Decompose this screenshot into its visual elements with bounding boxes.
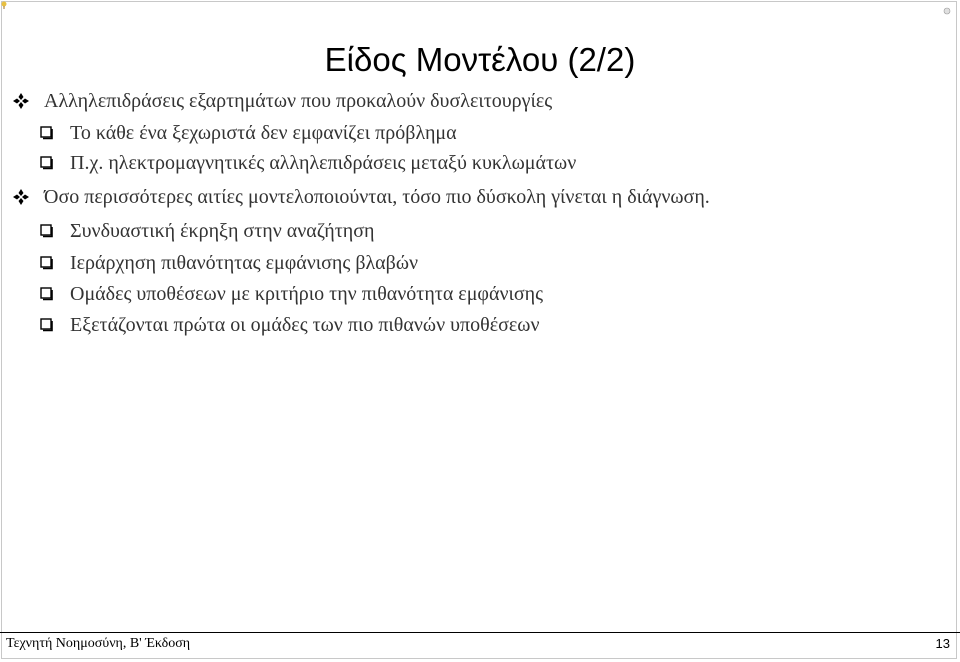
corner-marker-icon [0,0,10,10]
diamond-bullet-icon [12,188,30,206]
bullet-text: Π.χ. ηλεκτρομαγνητικές αλληλεπιδράσεις μεταξύ κυκλωμάτων [70,151,577,174]
square-bullet-icon [40,224,54,238]
bullet-item [12,182,710,212]
slide-title-text: Είδος Μοντέλου (2/2) [324,41,636,78]
bullet-text: Εξετάζονται πρώτα οι ομάδες των πιο πιθανών υποθέσεων [70,313,540,336]
square-bullet-icon [40,287,54,301]
square-bullet-icon [40,256,54,270]
bullet-item [40,118,457,148]
bullet-text: Το κάθε ένα ξεχωριστά δεν εμφανίζει πρόβλημα [70,121,457,144]
square-bullet-icon [40,126,54,140]
footer-book-title: Τεχνητή Νοημοσύνη, B' Έκδοση [6,636,191,651]
bullet-item [40,279,543,309]
square-bullet-icon [40,318,54,332]
bullet-text: Ιεράρχηση πιθανότητας εμφάνισης βλαβών [70,251,419,274]
bullet-item [40,148,576,178]
bullet-text: Ομάδες υποθέσεων με κριτήριο την πιθανότητα εμφάνισης [70,282,544,305]
slide-title [0,40,960,80]
corner-marker-icon [942,6,952,16]
diamond-bullet-icon [12,92,30,110]
page-number: 13 [935,636,950,651]
bullet-text: Συνδυαστική έκρηξη στην αναζήτηση [70,219,375,242]
bullet-item [40,310,539,340]
footer-divider [0,632,960,633]
bullet-item [40,216,374,246]
square-bullet-icon [40,156,54,170]
bullet-item [12,86,552,116]
bullet-text: Όσο περισσότερες αιτίες μοντελοποιούνται, τόσο πιο δύσκολη γίνεται η διάγνωση. [44,185,710,208]
bullet-item [40,248,418,278]
bullet-text: Αλληλεπιδράσεις εξαρτημάτων που προκαλούν δυσλειτουργίες [44,89,553,112]
